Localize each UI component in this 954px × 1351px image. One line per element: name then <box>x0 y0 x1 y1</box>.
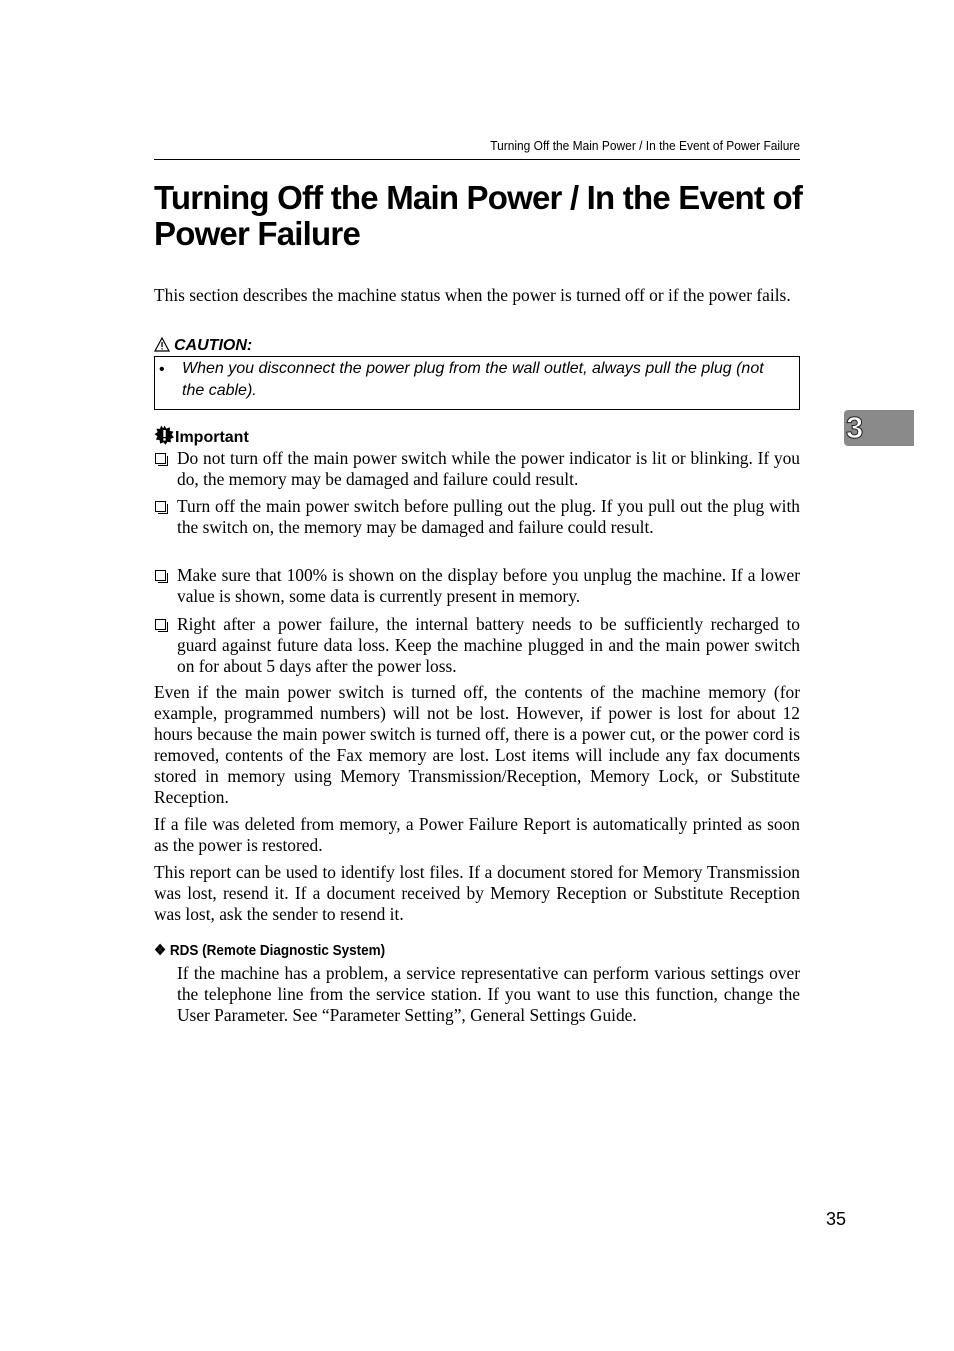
caution-heading <box>154 336 252 356</box>
checkbox-icon <box>155 570 166 581</box>
important-item-text: Do not turn off the main power switch while the power indicator is lit or blinking. If you do, the memory may be damaged and failure could result. <box>177 448 800 489</box>
caution-label: CAUTION: <box>174 337 253 354</box>
important-item <box>154 496 800 538</box>
rds-text: If the machine has a problem, a service representative can perform various settings over the telephone line from the service station. If you want to use this function, change the User Parameter. See “Parameter Setting”, General Settings Guide. <box>177 963 800 1025</box>
caution-box <box>154 356 800 410</box>
bullet-icon: • <box>159 361 165 378</box>
chapter-number: 3 <box>846 410 864 445</box>
important-burst-icon <box>154 425 175 445</box>
header-rule <box>154 159 800 160</box>
important-item-text: Right after a power failure, the internal battery needs to be sufficiently recharged to guard against future data loss. Keep the machine plugged in and the main power switch on for about 5 days after the power loss. <box>177 614 800 676</box>
page-title: Turning Off the Main Power / In the Event of Power Failure <box>154 179 803 252</box>
important-item <box>154 614 800 677</box>
caution-text: When you disconnect the power plug from the wall outlet, always pull the plug (not the cable). <box>182 360 764 399</box>
checkbox-icon <box>155 501 166 512</box>
memory-paragraph: Even if the main power switch is turned off, the contents of the machine memory (for example, programmed numbers) will not be lost. However, if power is lost for about 12 hours because the main power switch is turned off, there is a power cut, or the power cord is removed, contents of the Fax memory are lost. Lost items will include any fax documents stored in memory using Memory Transmission/Reception, Memory Lock, or Substitute Reception. <box>154 682 800 807</box>
running-header: Turning Off the Main Power / In the Event of Power Failure <box>490 138 800 153</box>
page-number: 35 <box>825 1209 846 1229</box>
important-item-text: Make sure that 100% is shown on the display before you unplug the machine. If a lower value is shown, some data is currently present in memory. <box>177 565 800 606</box>
important-label: Important <box>175 429 249 446</box>
chapter-tab <box>844 410 914 446</box>
lost-files-paragraph: This report can be used to identify lost files. If a document stored for Memory Transmission was lost, resend it. If a document received by Memory Reception or Substitute Reception was lost, ask the sender to resend it. <box>154 862 800 924</box>
report-paragraph: If a file was deleted from memory, a Power Failure Report is automatically printed as soon as the power is restored. <box>154 814 800 855</box>
checkbox-icon <box>155 619 166 630</box>
important-item-text: Turn off the main power switch before pulling out the plug. If you pull out the plug with the switch on, the memory may be damaged and failure could result. <box>177 496 800 537</box>
warning-triangle-icon <box>154 337 170 352</box>
important-heading <box>154 425 249 448</box>
important-item <box>154 448 800 490</box>
checkbox-icon <box>155 453 166 464</box>
important-item <box>154 565 800 607</box>
rds-heading: ❖ RDS (Remote Diagnostic System) <box>154 942 386 959</box>
intro-paragraph: This section describes the machine status when the power is turned off or if the power fails. <box>154 285 791 305</box>
